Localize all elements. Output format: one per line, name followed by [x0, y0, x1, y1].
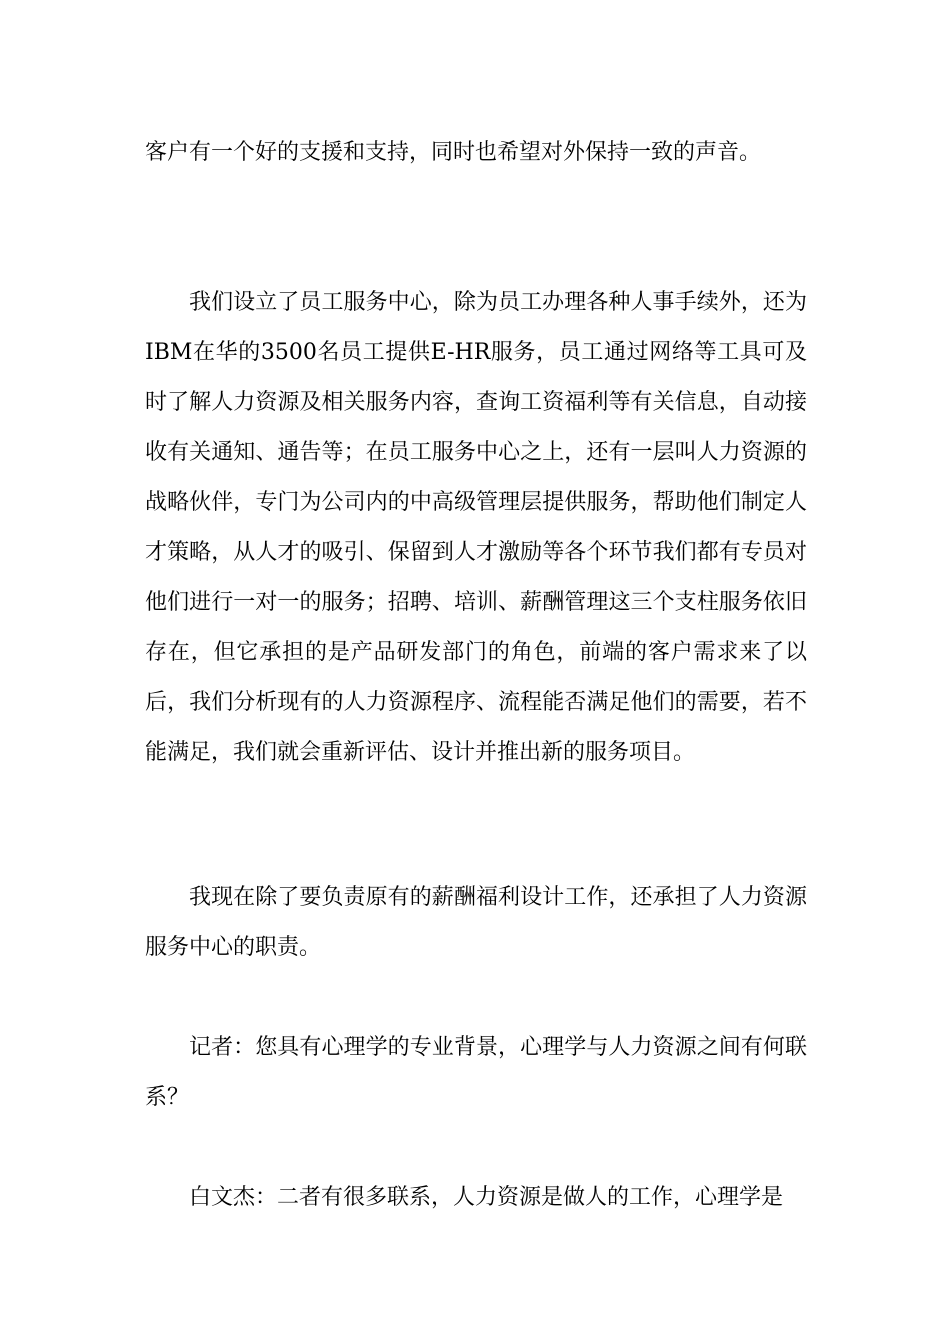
paragraph-continuation: 客户有一个好的支援和支持，同时也希望对外保持一致的声音。 — [145, 140, 762, 165]
paragraph-employee-service-center: 我们设立了员工服务中心，除为员工办理各种人事手续外，还为IBM在华的3500名员工提供E-HR服务，员工通过网络等工具可及时了解人力资源及相关服务内容，查询工资福利等有关信息，自动接收有关通知、通告等；在员工服务中心之上，还有一层叫人力资源的战略伙伴，专门为公司内的中高级管理层提供服务，帮助他们制定人才策略，从人才的吸引、保留到人才激励等各个环节我们都有专员对他们进行一对一的服务；招聘、培训、薪酬管理这三个支柱服务依旧存在，但它承担的是产品研发部门的角色，前端的客户需求来了以后，我们分析现有的人力资源程序、流程能否满足他们的需要，若不能满足，我们就会重新评估、设计并推出新的服务项目。 — [145, 290, 807, 765]
paragraph-current-duties: 我现在除了要负责原有的薪酬福利设计工作，还承担了人力资源服务中心的职责。 — [145, 885, 807, 960]
paragraph-reporter-question: 记者：您具有心理学的专业背景，心理学与人力资源之间有何联系？ — [145, 1035, 807, 1110]
paragraph-answer: 白文杰：二者有很多联系，人力资源是做人的工作，心理学是 — [189, 1185, 784, 1210]
